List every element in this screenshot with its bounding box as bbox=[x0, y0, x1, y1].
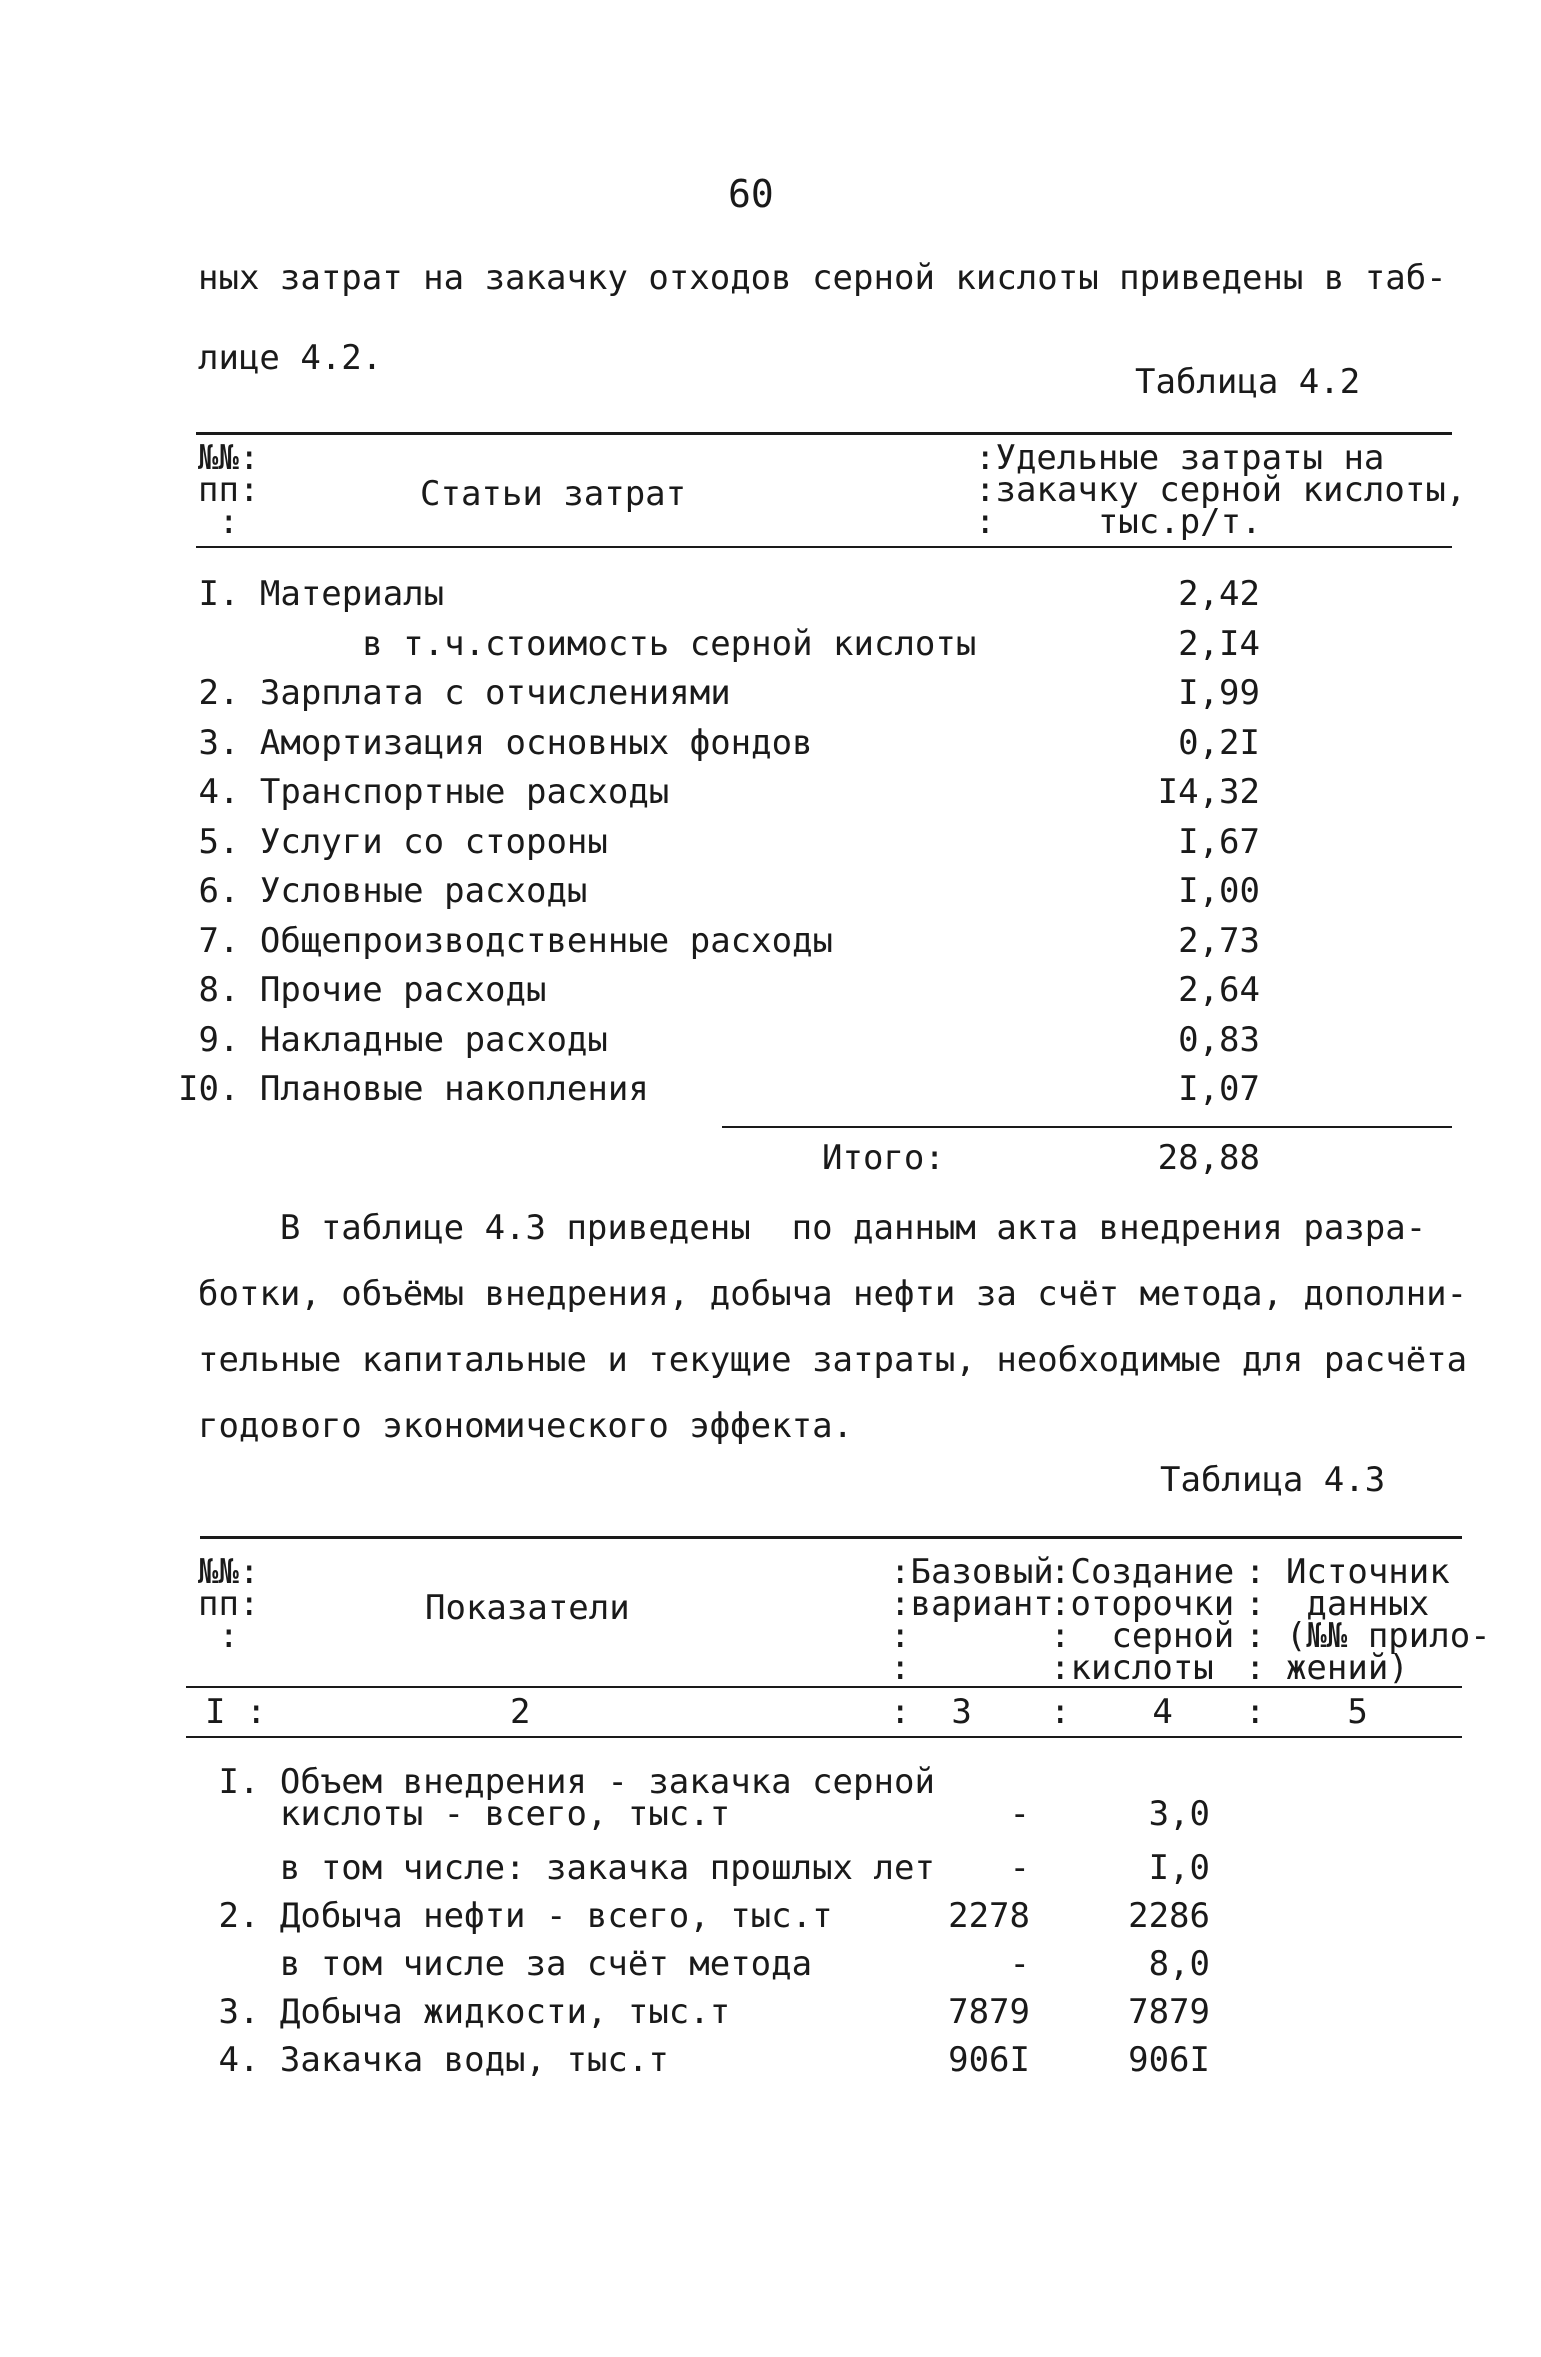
table-4-2-total-rule bbox=[722, 1126, 1452, 1128]
table-4-3-col2-header: Показатели bbox=[425, 1588, 630, 1628]
table-4-3-row-label: 2. Добыча нефти - всего, тыс.т bbox=[198, 1896, 833, 1936]
table-4-2-total-label: Итого: bbox=[822, 1138, 945, 1178]
table-4-3-colnum-2: 2 bbox=[510, 1692, 531, 1732]
table-4-2-row-label: 6. Условные расходы bbox=[178, 871, 588, 911]
table-4-2-row-value: I4,32 bbox=[1157, 772, 1260, 812]
table-4-2-row-value: 0,83 bbox=[1178, 1020, 1260, 1060]
table-4-3-row-label: I. Объем внедрения - закачка серной кислоты - всего, тыс.т bbox=[218, 1762, 935, 1834]
table-4-2-num-header: №№: пп: : bbox=[198, 438, 260, 542]
table-4-2-row-value: 2,I4 bbox=[1178, 624, 1260, 664]
table-4-2-row-label: 2. Зарплата с отчислениями bbox=[178, 673, 731, 713]
table-4-2-row-label: 4. Транспортные расходы bbox=[178, 772, 670, 812]
table-4-2-row-label: в т.ч.стоимость серной кислоты bbox=[178, 624, 977, 664]
table-4-3-row-label: 3. Добыча жидкости, тыс.т bbox=[198, 1992, 731, 2032]
table-4-2-row-label: I. Материалы bbox=[178, 574, 445, 614]
intro-line-2: лице 4.2. bbox=[198, 338, 383, 378]
table-4-3-row-base: 906I bbox=[948, 2040, 1030, 2080]
table-4-2-row-label: 8. Прочие расходы bbox=[178, 970, 547, 1010]
table-4-2-row-value: I,07 bbox=[1178, 1069, 1260, 1109]
table-4-3-col1-header: №№: пп: : bbox=[198, 1552, 260, 1656]
page-number: 60 bbox=[728, 172, 774, 216]
table-4-3-row-label: 4. Закачка воды, тыс.т bbox=[198, 2040, 669, 2080]
table-4-3-colnum-rule bbox=[186, 1736, 1462, 1738]
table-4-3-col3-header: :Базовый :вариант : : bbox=[890, 1552, 1054, 1688]
table-4-2-row-label: 5. Услуги со стороны bbox=[178, 822, 608, 862]
paragraph-2-line-2: ботки, объёмы внедрения, добыча нефти за счёт метода, дополни- bbox=[198, 1274, 1468, 1314]
table-4-2-value-header: :Удельные затраты на :закачку серной кислоты, : тыс.р/т. bbox=[975, 438, 1467, 542]
table-4-2-total-value: 28,88 bbox=[1157, 1138, 1260, 1178]
intro-line-1: ных затрат на закачку отходов серной кислоты приведены в таб- bbox=[198, 258, 1447, 298]
table-4-3-row-new: 7879 bbox=[1128, 1992, 1210, 2032]
table-4-3-header-rule bbox=[186, 1686, 1462, 1688]
paragraph-2-line-1: В таблице 4.3 приведены по данным акта внедрения разра- bbox=[198, 1208, 1427, 1248]
table-4-3-colnum-4: : 4 bbox=[1050, 1692, 1173, 1732]
table-4-3-row-base: 7879 bbox=[948, 1992, 1030, 2032]
table-4-3-colnum-5: : 5 bbox=[1245, 1692, 1368, 1732]
table-4-2-row-value: I,99 bbox=[1178, 673, 1260, 713]
table-4-2-header-rule bbox=[196, 546, 1452, 548]
table-4-3-colnum-1: I : bbox=[205, 1692, 267, 1732]
table-4-3-col4-header: :Создание :оторочки : серной :кислоты bbox=[1050, 1552, 1235, 1688]
table-4-2-row-value: I,00 bbox=[1178, 871, 1260, 911]
table-4-3-row-base: - bbox=[1009, 1848, 1030, 1888]
table-4-2-caption: Таблица 4.2 bbox=[1135, 362, 1361, 402]
table-4-3-row-new: 2286 bbox=[1128, 1896, 1210, 1936]
table-4-3-colnum-3: : 3 bbox=[890, 1692, 972, 1732]
table-4-3-row-new: 3,0 bbox=[1148, 1794, 1210, 1834]
table-4-3-row-new: I,0 bbox=[1148, 1848, 1210, 1888]
paragraph-2-line-3: тельные капитальные и текущие затраты, необходимые для расчёта bbox=[198, 1340, 1468, 1380]
paragraph-2-line-4: годового экономического эффекта. bbox=[198, 1406, 854, 1446]
table-4-3-row-label: в том числе: закачка прошлых лет bbox=[198, 1848, 935, 1888]
table-4-2-row-value: 2,64 bbox=[1178, 970, 1260, 1010]
table-4-2-item-header: Статьи затрат bbox=[420, 474, 687, 514]
table-4-2-row-label: I0. Плановые накопления bbox=[178, 1069, 649, 1109]
table-4-3-row-new: 8,0 bbox=[1148, 1944, 1210, 1984]
table-4-2-row-label: 3. Амортизация основных фондов bbox=[178, 723, 813, 763]
table-4-2-row-value: 0,2I bbox=[1178, 723, 1260, 763]
table-4-3-col5-header: : Источник : данных : (№№ прило- : жений) bbox=[1245, 1552, 1491, 1688]
table-4-2-row-label: 9. Накладные расходы bbox=[178, 1020, 608, 1060]
table-4-2-row-value: I,67 bbox=[1178, 822, 1260, 862]
table-4-3-top-rule bbox=[200, 1536, 1462, 1539]
table-4-2-top-rule bbox=[196, 432, 1452, 435]
table-4-3-caption: Таблица 4.3 bbox=[1160, 1460, 1386, 1500]
table-4-3-row-new: 906I bbox=[1128, 2040, 1210, 2080]
table-4-2-row-value: 2,73 bbox=[1178, 921, 1260, 961]
table-4-2-row-label: 7. Общепроизводственные расходы bbox=[178, 921, 834, 961]
table-4-3-row-base: - bbox=[1009, 1794, 1030, 1834]
table-4-3-row-label: в том числе за счёт метода bbox=[198, 1944, 813, 1984]
table-4-3-row-base: 2278 bbox=[948, 1896, 1030, 1936]
table-4-3-row-base: - bbox=[1009, 1944, 1030, 1984]
table-4-2-row-value: 2,42 bbox=[1178, 574, 1260, 614]
